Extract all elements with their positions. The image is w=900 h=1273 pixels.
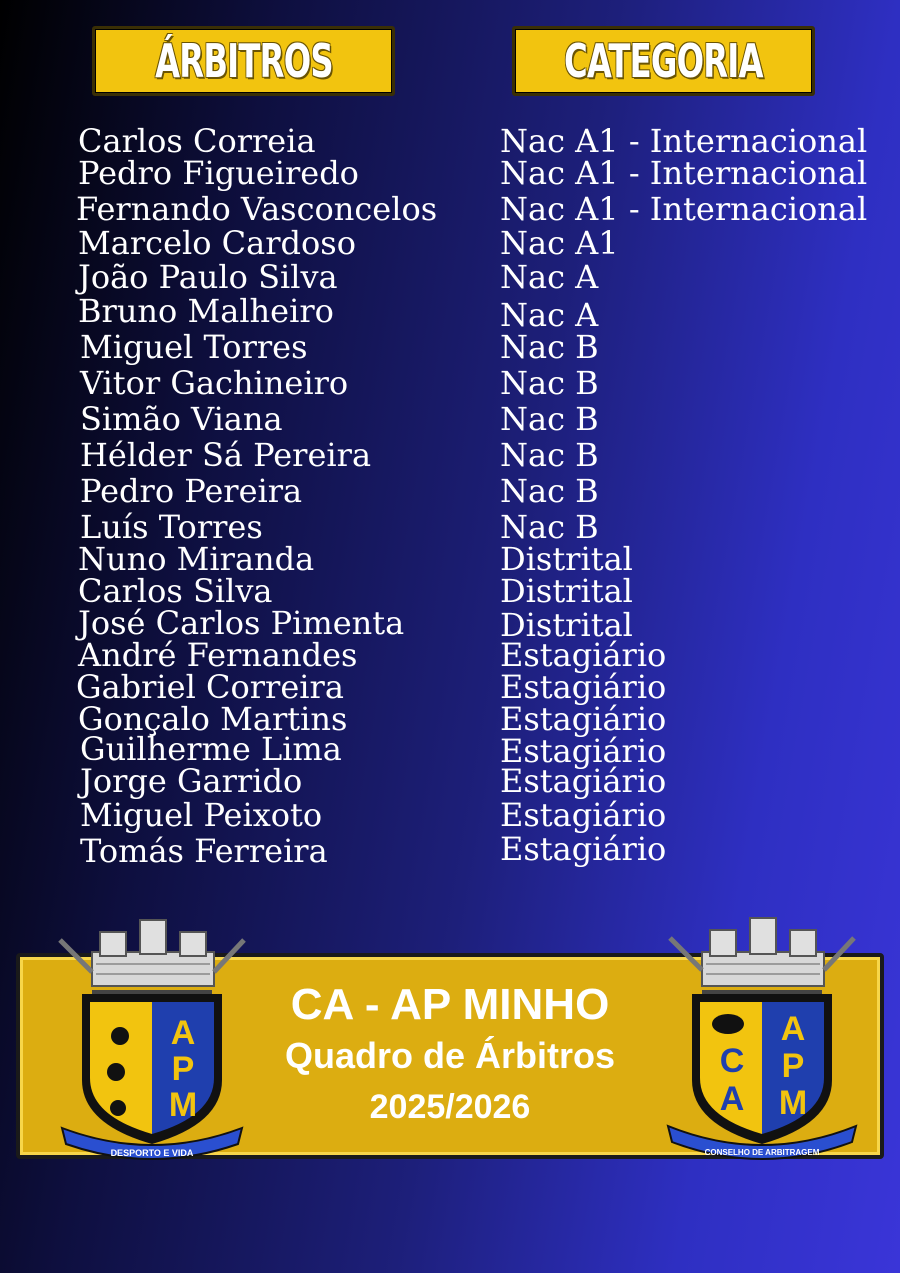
referee-category: Nac A1 - Internacional [500,154,868,192]
referee-name: Miguel Peixoto [80,796,323,834]
category-header-label: CATEGORIA [564,34,763,88]
referee-name: Luís Torres [80,508,263,546]
referee-name: Tomás Ferreira [80,832,328,870]
banner-title: CA - AP MINHO [290,980,610,1029]
referee-name: Carlos Correia [78,122,316,160]
logo-letter: C [719,1042,745,1080]
referee-category: Estagiário [500,700,667,738]
referee-category: Nac A1 [500,224,619,262]
referee-category: Estagiário [500,762,667,800]
referee-name: Nuno Miranda [78,540,315,578]
referee-category: Nac B [500,436,599,474]
referee-category: Nac A1 - Internacional [500,122,868,160]
referee-name: Miguel Torres [80,328,308,366]
referee-name: Carlos Silva [78,572,273,610]
referee-name: Pedro Pereira [80,472,303,510]
referee-category: Nac A1 - Internacional [500,190,868,228]
referee-category: Estagiário [500,636,667,674]
referee-name: Gonçalo Martins [78,700,348,738]
logo-letter: P [781,1047,805,1085]
referee-category: Nac A [500,296,599,334]
referee-category: Nac A [500,258,599,296]
logo-letter: M [778,1084,808,1122]
shield-icon [82,994,222,1144]
referee-name: Pedro Figueiredo [78,154,359,192]
logo-letter: A [780,1010,806,1048]
referee-name: José Carlos Pimenta [78,604,405,642]
referee-name: Jorge Garrido [80,762,303,800]
referee-category: Distrital [500,572,633,610]
referee-name: Fernando Vasconcelos [76,190,438,228]
referee-category: Estagiário [500,830,667,868]
referees-header-label: ÁRBITROS [154,34,333,88]
logo-letter: M [168,1086,198,1124]
apm-desporto-logo [52,912,252,1164]
referee-name: Vitor Gachineiro [80,364,349,402]
ca-apm-arbitragem-logo [662,912,862,1164]
logo-ribbon-text: DESPORTO E VIDA [110,1148,194,1158]
referee-category: Nac B [500,364,599,402]
shield-icon [692,994,832,1144]
referee-name: Hélder Sá Pereira [80,436,372,474]
referee-category: Estagiário [500,796,667,834]
referee-category: Nac B [500,472,599,510]
referees-header [92,26,395,96]
banner-season: 2025/2026 [369,1088,531,1126]
referee-name: Gabriel Correira [76,668,344,706]
logo-ribbon-text: CONSELHO DE ARBITRAGEM [704,1148,820,1157]
castle-crown-icon [60,920,244,992]
referee-category: Distrital [500,606,633,644]
referee-category: Nac B [500,400,599,438]
referee-category: Distrital [500,540,633,578]
castle-crown-icon [670,918,854,992]
logo-letter: A [170,1014,196,1052]
referee-name: Simão Viana [80,400,283,438]
logo-letter: A [719,1080,745,1118]
whistle-icon [712,1014,744,1034]
banner-subtitle: Quadro de Árbitros [284,1035,616,1076]
referee-category: Nac B [500,508,599,546]
referee-category: Estagiário [500,668,667,706]
category-header [512,26,815,96]
referee-category: Estagiário [500,732,667,770]
referee-name: André Fernandes [78,636,358,674]
referee-name: João Paulo Silva [78,258,338,296]
referee-name: Bruno Malheiro [78,292,334,330]
referee-name: Marcelo Cardoso [78,224,356,262]
logo-letter: P [171,1050,195,1088]
referee-name: Guilherme Lima [80,730,342,768]
referee-category: Nac B [500,328,599,366]
